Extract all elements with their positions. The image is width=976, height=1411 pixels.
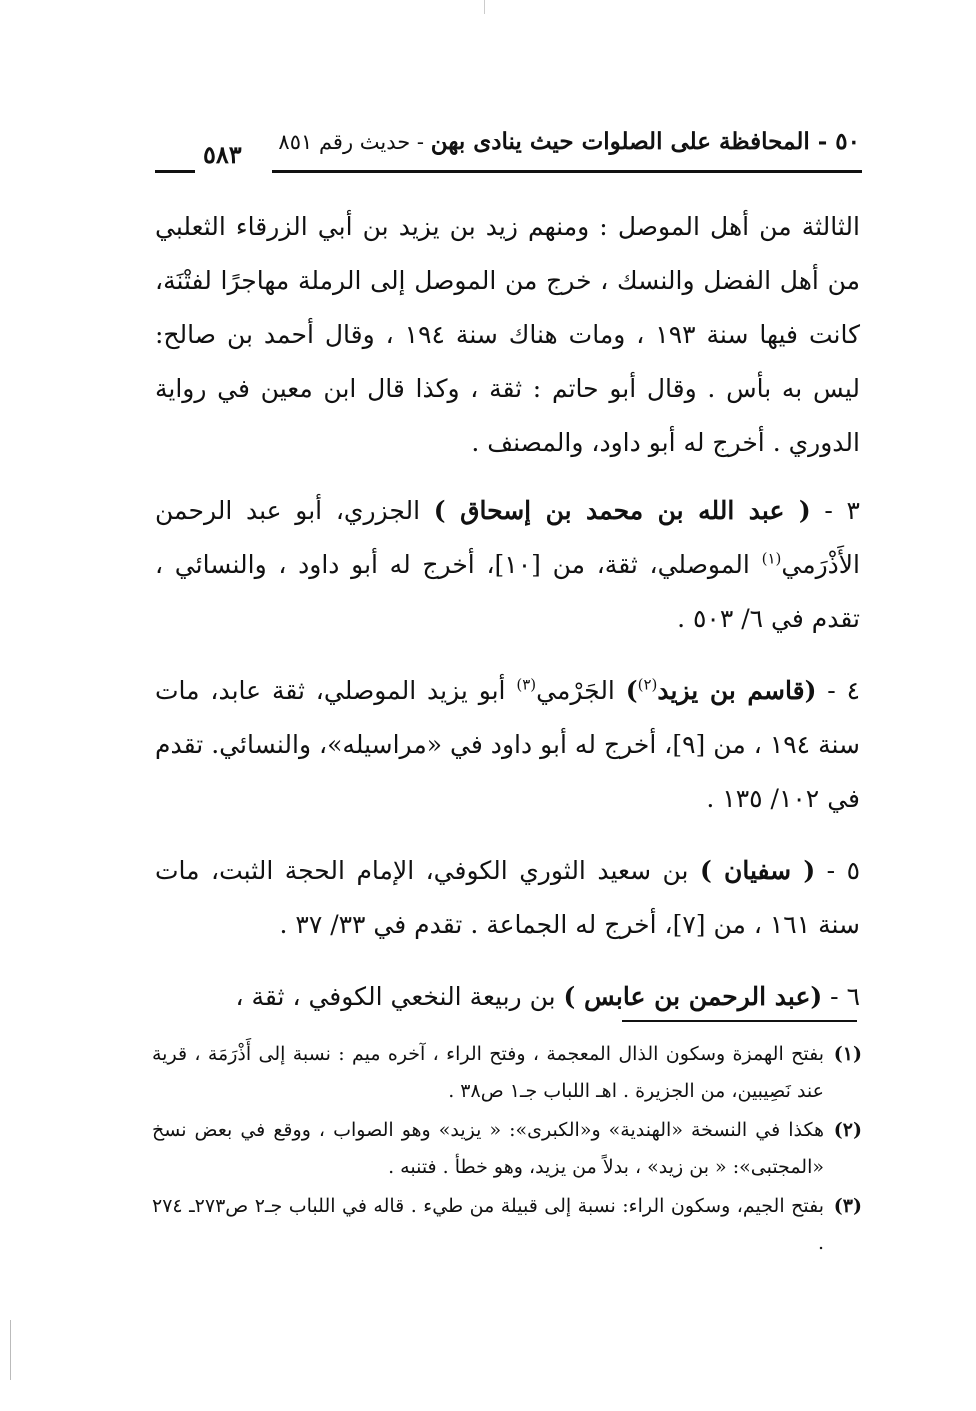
- narrator-name-close: ): [625, 676, 638, 705]
- narrator-entry-5: [155, 844, 860, 952]
- footnote-ref: (١): [761, 549, 782, 568]
- page-number: ٥٨٣: [203, 140, 242, 169]
- scan-margin-line: [10, 1320, 11, 1380]
- narrator-name: ( عبد الله بن محمد بن إسحاق ): [433, 496, 811, 525]
- footnote-ref: (٣): [516, 675, 537, 694]
- footnote-ref: (٢): [637, 675, 658, 694]
- narrator-name: ( سفيان ): [699, 856, 816, 885]
- entry-number: ٦ -: [822, 982, 860, 1011]
- footnotes: [152, 1036, 862, 1264]
- footnote-number: (١): [833, 1043, 862, 1065]
- narrator-entry-4: [155, 664, 860, 826]
- footnote-text: بفتح الجيم، وسكون الراء: نسبة إلى قبيلة من طيء . قاله في اللباب جـ٢ ص٢٧٣ـ ٢٧٤ .: [152, 1195, 824, 1254]
- narrator-entry-3: [155, 484, 860, 646]
- footnote-1: [152, 1036, 862, 1110]
- footnote-2: [152, 1112, 862, 1186]
- main-text: [155, 200, 860, 1042]
- entry-number: ٥ -: [815, 856, 860, 885]
- paragraph-text: الثالثة من أهل الموصل : ومنهم زيد بن يزيد بن أبي الزرقاء الثعلبي من أهل الفضل والنسك ، خرج من الموصل إلى الرملة مهاجرًا لفتْنَة، كانت فيها سنة ١٩٣ ، ومات هناك سنة ١٩٤ ، وقال أحمد بن صالح: ليس به بأس . وقال أبو حاتم : ثقة ، وكذا قال ابن معين في رواية الدوري . أخرج له أبو داود، والمصنف .: [155, 212, 860, 457]
- footnote-text: هكذا في النسخة «الهندية» و«الكبرى»: « يزيد» وهو الصواب ، ووقع في بعض نسخ «المجتبى»: « بن زيد» ، بدلاً من يزيد، وهو خطأ . فتنبه .: [152, 1119, 824, 1178]
- chapter-title: [278, 128, 860, 155]
- entry-number: ٤ -: [816, 676, 861, 705]
- page-number-rule: [155, 170, 195, 173]
- footnote-number: (٣): [833, 1195, 862, 1217]
- narrator-entry-6: [155, 970, 860, 1024]
- entry-text: الجزري، أبو عبد الرحمن الأَذْرَمي: [155, 496, 860, 579]
- hadith-reference: حديث رقم ٨٥١: [278, 130, 411, 154]
- footnote-rule: [622, 1020, 857, 1022]
- entry-text: أبو يزيد الموصلي، ثقة عابد، مات سنة ١٩٤ ، من [٩]، أخرج له أبو داود في «مراسيله»، والنسائي. تقدم في ١٠٢/ ١٣٥ .: [155, 676, 861, 813]
- entry-number: ٣ -: [810, 496, 860, 525]
- entry-text: بن ربيعة النخعي الكوفي ، ثقة ،: [235, 982, 564, 1011]
- footnote-text: بفتح الهمزة وسكون الذال المعجمة ، وفتح الراء ، آخره ميم : نسبة إلى أَذْرَمَة ، قرية عند نَصِيبين، من الجزيرة . اهـ اللباب جـ١ ص٣٨ .: [152, 1043, 824, 1102]
- narrator-name: (قاسم بن يزيد: [657, 676, 817, 705]
- entry-text: الموصلي، ثقة، من [١٠]، أخرج له أبو داود ، والنسائي ، تقدم في ٦/ ٥٠٣ .: [155, 550, 860, 633]
- footnote-number: (٢): [833, 1119, 862, 1141]
- footnote-3: [152, 1188, 862, 1262]
- header-rule: [272, 170, 862, 173]
- chapter-title-text: ٥٠ - المحافظة على الصلوات حيث ينادى بهن: [430, 128, 860, 155]
- narrator-name: (عبد الرحمن بن عابس ): [563, 982, 823, 1011]
- paragraph-intro: [155, 200, 860, 470]
- entry-text: الجَرْمي: [536, 676, 626, 705]
- header-separator: -: [410, 130, 431, 154]
- scan-artifact-line: [484, 0, 485, 14]
- entry-text: بن سعيد الثوري الكوفي، الإمام الحجة الثبت، مات سنة ١٦١ ، من [٧]، أخرج له الجماعة . تقدم في ٣٣/ ٣٧ .: [155, 856, 860, 939]
